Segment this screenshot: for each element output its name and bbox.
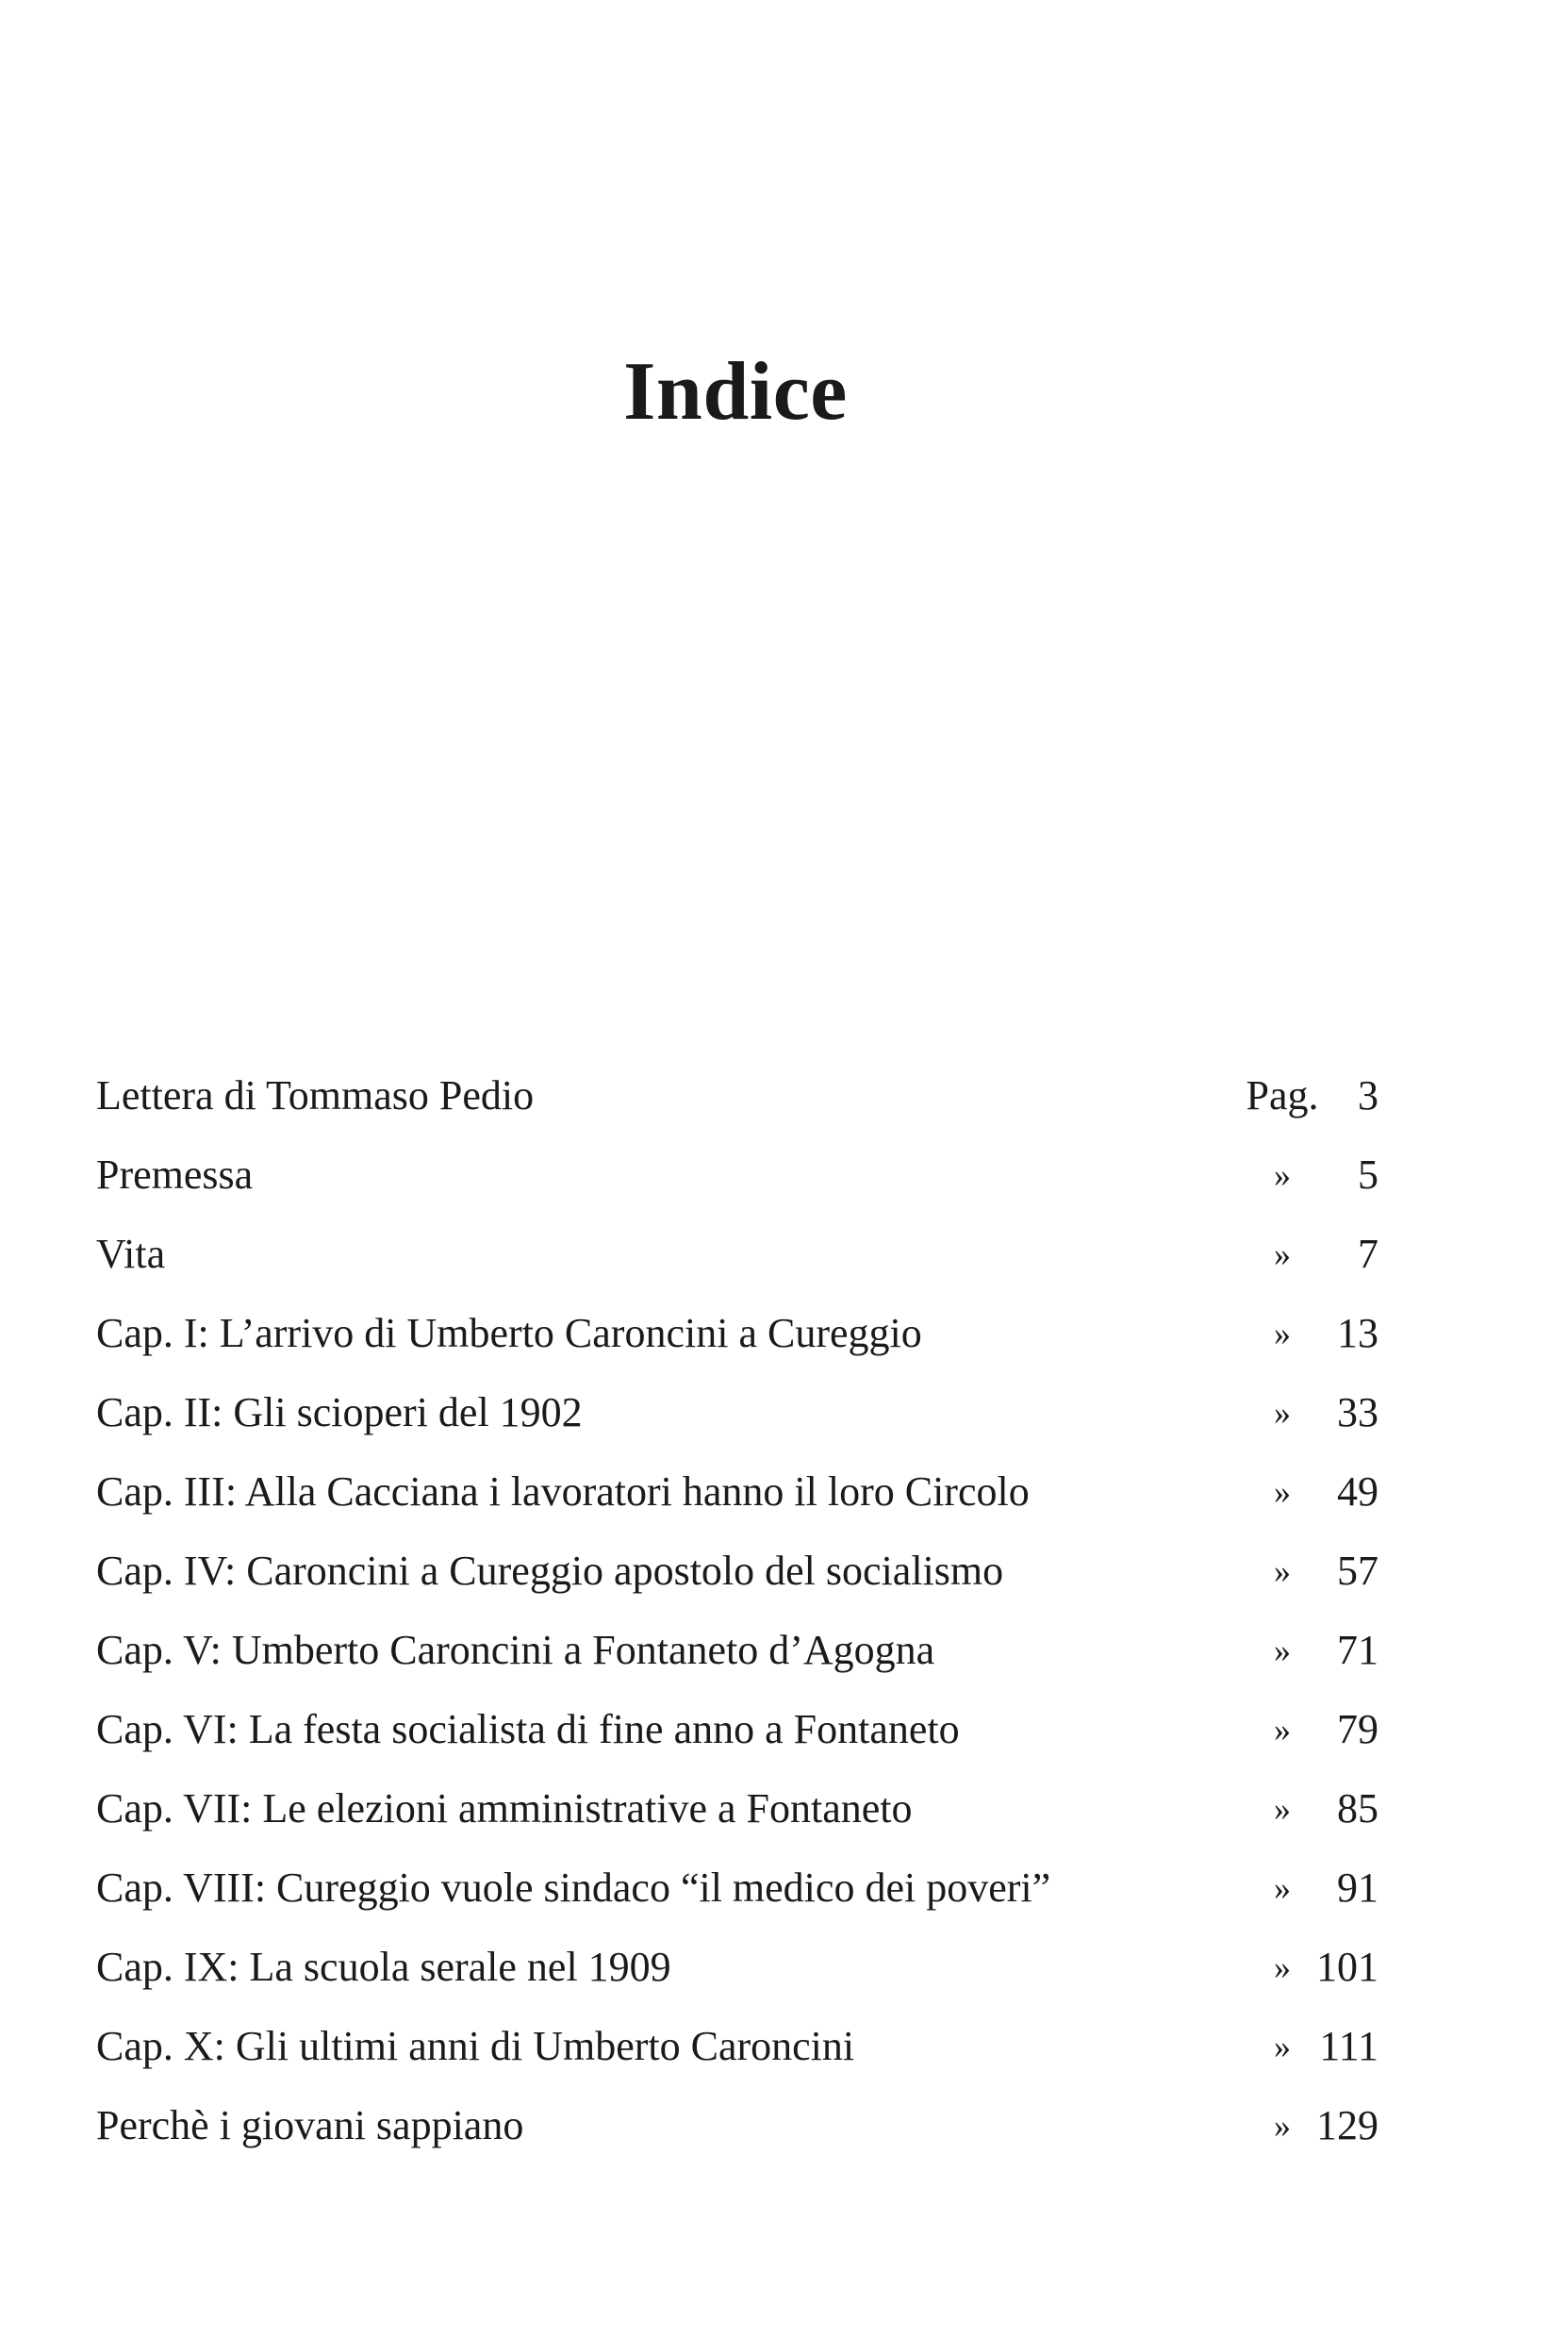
toc-entry-page-marker: » <box>1274 1948 1291 1986</box>
toc-entry-title: Cap. IV: Caroncini a Cureggio apostolo del socialismo <box>96 1548 1004 1594</box>
toc-entry-title: Cap. VII: Le elezioni amministrative a Fontaneto <box>96 1785 913 1831</box>
toc-entry-cap-4 <box>96 1541 1378 1620</box>
toc-entry-page-marker: » <box>1274 2028 1291 2065</box>
toc-entry-page-number: 57 <box>1337 1548 1378 1594</box>
toc-entry-cap-1 <box>96 1303 1378 1383</box>
toc-entry-page-marker: » <box>1274 1869 1291 1907</box>
toc-entry-premessa <box>96 1145 1378 1224</box>
toc-entry-vita <box>96 1224 1378 1303</box>
toc-entry-title: Cap. IX: La scuola serale nel 1909 <box>96 1944 671 1990</box>
toc-entry-page-marker: » <box>1274 1156 1291 1194</box>
toc-entry-title: Cap. II: Gli scioperi del 1902 <box>96 1389 583 1435</box>
toc-entry-page-number: 79 <box>1337 1706 1378 1752</box>
toc-entry-title: Cap. VI: La festa socialista di fine anno a Fontaneto <box>96 1706 960 1752</box>
toc-entry-cap-9 <box>96 1937 1378 2016</box>
table-of-contents <box>96 1066 1378 2175</box>
toc-entry-page-marker: » <box>1274 1473 1291 1511</box>
toc-entry-cap-7 <box>96 1779 1378 1858</box>
toc-entry-title: Cap. V: Umberto Caroncini a Fontaneto d’Agogna <box>96 1627 935 1673</box>
toc-entry-lettera <box>96 1066 1378 1145</box>
toc-entry-page-marker: » <box>1274 2107 1291 2145</box>
toc-entry-page-marker: Pag. <box>1246 1072 1319 1119</box>
toc-entry-perche <box>96 2096 1378 2175</box>
toc-entry-page-number: 3 <box>1358 1072 1378 1119</box>
toc-entry-page-marker: » <box>1274 1711 1291 1749</box>
toc-entry-title: Cap. I: L’arrivo di Umberto Caroncini a Cureggio <box>96 1310 922 1356</box>
toc-entry-page-number: 5 <box>1358 1152 1378 1198</box>
toc-entry-page-marker: » <box>1274 1235 1291 1273</box>
toc-entry-page-marker: » <box>1274 1790 1291 1828</box>
toc-entry-page-number: 111 <box>1319 2023 1378 2069</box>
toc-entry-page-number: 33 <box>1337 1389 1378 1435</box>
toc-entry-page-number: 13 <box>1337 1310 1378 1356</box>
toc-entry-page-marker: » <box>1274 1394 1291 1432</box>
page-title: Indice <box>623 346 848 438</box>
toc-entry-title: Perchè i giovani sappiano <box>96 2102 524 2148</box>
toc-entry-title: Cap. III: Alla Cacciana i lavoratori hanno il loro Circolo <box>96 1468 1030 1515</box>
toc-entry-page-number: 101 <box>1316 1944 1378 1990</box>
toc-entry-page-number: 85 <box>1337 1785 1378 1831</box>
toc-entry-cap-8 <box>96 1858 1378 1937</box>
toc-entry-page-marker: » <box>1274 1552 1291 1590</box>
toc-entry-title: Lettera di Tommaso Pedio <box>96 1072 535 1119</box>
toc-entry-page-number: 71 <box>1337 1627 1378 1673</box>
toc-entry-page-marker: » <box>1274 1632 1291 1669</box>
toc-entry-title: Cap. X: Gli ultimi anni di Umberto Caroncini <box>96 2023 855 2069</box>
toc-entry-page-number: 7 <box>1358 1231 1378 1277</box>
toc-entry-page-number: 49 <box>1337 1468 1378 1515</box>
toc-entry-page-number: 91 <box>1337 1865 1378 1911</box>
toc-entry-cap-6 <box>96 1699 1378 1779</box>
toc-entry-cap-5 <box>96 1620 1378 1699</box>
toc-entry-title: Vita <box>96 1231 166 1277</box>
toc-entry-cap-10 <box>96 2016 1378 2096</box>
toc-entry-cap-2 <box>96 1383 1378 1462</box>
toc-entry-cap-3 <box>96 1462 1378 1541</box>
toc-entry-page-marker: » <box>1274 1315 1291 1352</box>
toc-entry-title: Premessa <box>96 1152 254 1198</box>
toc-entry-title: Cap. VIII: Cureggio vuole sindaco “il medico dei poveri” <box>96 1865 1051 1911</box>
toc-entry-page-number: 129 <box>1316 2102 1378 2148</box>
